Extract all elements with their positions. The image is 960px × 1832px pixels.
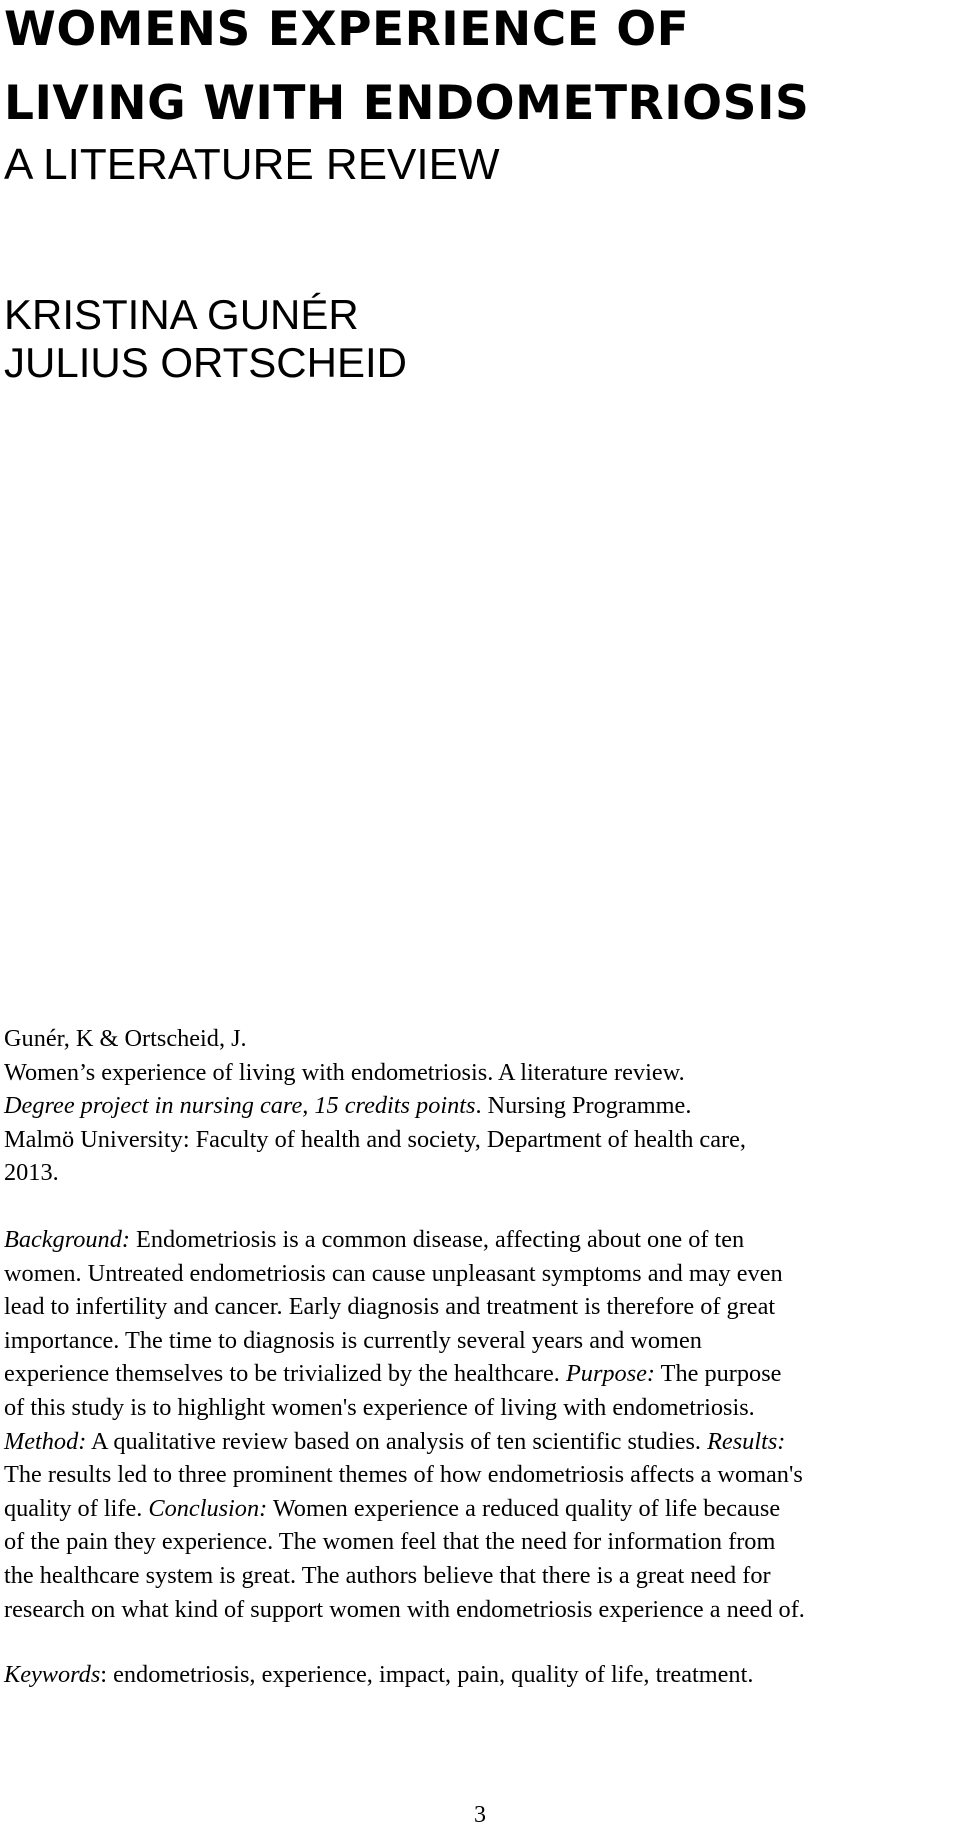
keywords-text: : endometriosis, experience, impact, pain, quality of life, treatment. xyxy=(100,1661,754,1688)
author-2: JULIUS ORTSCHEID xyxy=(4,339,407,386)
abstract-line: The results led to three prominent themes of how endometriosis affects a woman's xyxy=(4,1461,803,1489)
citation-block xyxy=(4,1022,956,1190)
page-number: 3 xyxy=(474,1802,486,1828)
conclusion-label: Conclusion: xyxy=(148,1494,268,1522)
citation-degree xyxy=(4,1089,956,1123)
citation-title: Women’s experience of living with endometriosis. A literature review. xyxy=(4,1058,685,1086)
citation-institution: Malmö University: Faculty of health and society, Department of health care, xyxy=(4,1125,746,1153)
purpose-label: Purpose: xyxy=(565,1360,656,1388)
subtitle: A LITERATURE REVIEW xyxy=(4,140,500,189)
citation-authors: Gunér, K & Ortscheid, J. xyxy=(4,1025,247,1052)
abstract-text: Endometriosis is a common disease, affecting about one of ten xyxy=(129,1226,745,1253)
abstract-line xyxy=(4,1492,956,1526)
title-line-2: LIVING WITH ENDOMETRIOSIS xyxy=(4,76,810,131)
abstract-line: lead to infertility and cancer. Early diagnosis and treatment is therefore of great xyxy=(4,1293,776,1321)
abstract-text: The purpose xyxy=(655,1360,782,1388)
abstract-line: importance. The time to diagnosis is currently several years and women xyxy=(4,1326,702,1354)
citation-year: 2013. xyxy=(4,1159,59,1187)
author-1: KRISTINA GUNÉR xyxy=(4,291,359,338)
keywords-block xyxy=(4,1658,956,1692)
background-label: Background: xyxy=(4,1226,130,1253)
abstract-line: research on what kind of support women with endometriosis experience a need of. xyxy=(4,1595,805,1623)
keywords-line xyxy=(4,1658,956,1692)
title-line-1: WOMENS EXPERIENCE OF xyxy=(4,2,690,57)
abstract-block xyxy=(4,1223,956,1626)
citation-degree-rest: . Nursing Programme. xyxy=(475,1092,692,1120)
keywords-label: Keywords xyxy=(4,1661,101,1688)
abstract-text: quality of life. xyxy=(4,1494,149,1522)
abstract-text: experience themselves to be trivialized by the healthcare. xyxy=(4,1360,566,1388)
abstract-line xyxy=(4,1425,956,1459)
abstract-text: A qualitative review based on analysis of ten scientific studies. xyxy=(86,1427,708,1455)
abstract-line: the healthcare system is great. The authors believe that there is a great need for xyxy=(4,1561,771,1589)
abstract-line xyxy=(4,1223,956,1257)
abstract-line: of the pain they experience. The women feel that the need for information from xyxy=(4,1528,776,1556)
abstract-line: of this study is to highlight women's experience of living with endometriosis. xyxy=(4,1393,755,1421)
citation-degree-italic: Degree project in nursing care, 15 credits points xyxy=(4,1092,476,1120)
abstract-line: women. Untreated endometriosis can cause unpleasant symptoms and may even xyxy=(4,1259,783,1287)
abstract-text: Women experience a reduced quality of life because xyxy=(267,1494,781,1522)
abstract-line xyxy=(4,1357,956,1391)
method-label: Method: xyxy=(4,1427,87,1455)
results-label: Results: xyxy=(707,1427,786,1455)
